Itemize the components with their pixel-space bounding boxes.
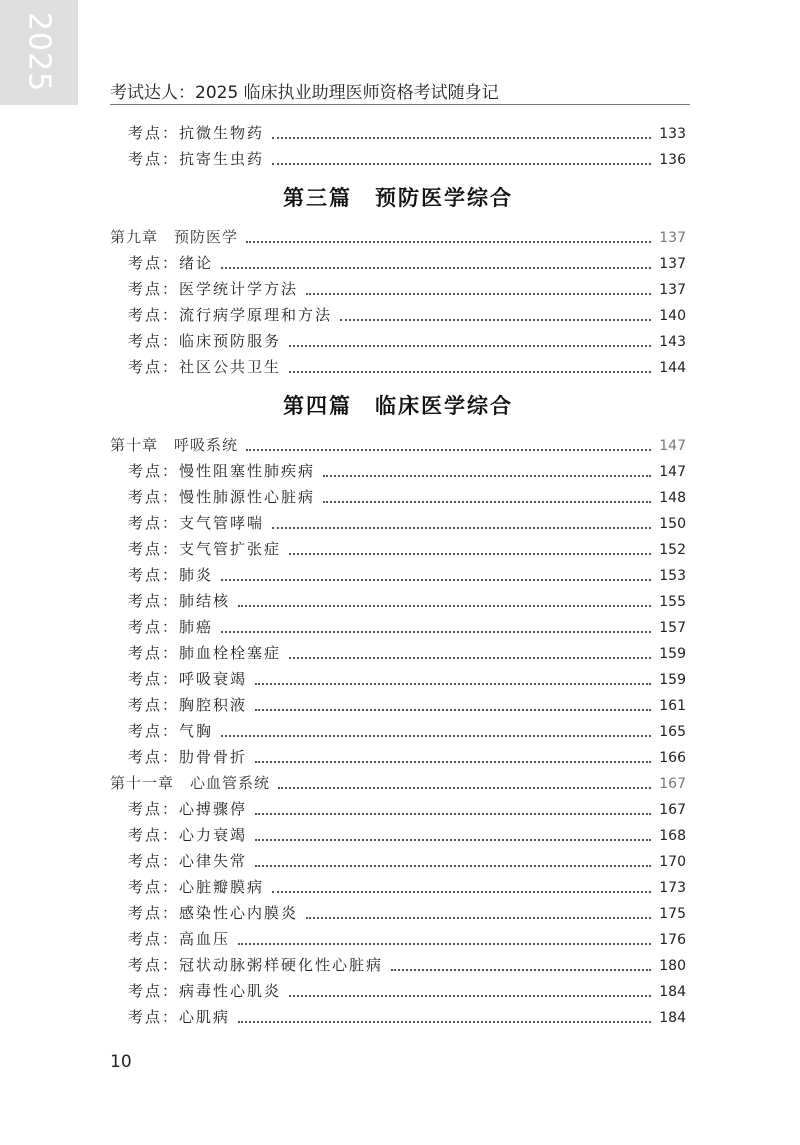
- entry-label: 考点：肺结核: [128, 592, 231, 610]
- dot-leader: [289, 994, 651, 997]
- entry-label: 考点：抗寄生虫药: [128, 150, 265, 168]
- dot-leader: [221, 630, 651, 633]
- toc-topic-entry[interactable]: [110, 354, 686, 380]
- entry-page-number: 165: [659, 724, 686, 740]
- toc-topic-entry[interactable]: [110, 952, 686, 978]
- entry-page-number: 159: [659, 672, 686, 688]
- entry-label: 考点：心搏骤停: [128, 800, 248, 818]
- dot-leader: [255, 760, 651, 763]
- toc-topic-entry[interactable]: [110, 458, 686, 484]
- dot-leader: [255, 838, 651, 841]
- entry-page-number: 155: [659, 594, 686, 610]
- toc-topic-entry[interactable]: [110, 562, 686, 588]
- entry-label: 第十一章 心血管系统: [110, 774, 271, 792]
- entry-page-number: 176: [659, 932, 686, 948]
- entry-label: 第十章 呼吸系统: [110, 436, 239, 454]
- entry-label: 考点：冠状动脉粥样硬化性心脏病: [128, 956, 384, 974]
- toc-topic-entry[interactable]: [110, 744, 686, 770]
- dot-leader: [221, 578, 651, 581]
- entry-label: 考点：高血压: [128, 930, 231, 948]
- toc-topic-entry[interactable]: [110, 978, 686, 1004]
- entry-page-number: 161: [659, 698, 686, 714]
- toc-chapter-entry[interactable]: [110, 224, 686, 250]
- entry-label: 考点：医学统计学方法: [128, 280, 299, 298]
- entry-page-number: 184: [659, 984, 686, 1000]
- dot-leader: [272, 890, 651, 893]
- dot-leader: [306, 916, 651, 919]
- entry-label: 考点：社区公共卫生: [128, 358, 282, 376]
- entry-label: 考点：心脏瓣膜病: [128, 878, 265, 896]
- entry-label: 考点：呼吸衰竭: [128, 670, 248, 688]
- entry-label: 考点：心肌病: [128, 1008, 231, 1026]
- toc-chapter-entry[interactable]: [110, 770, 686, 796]
- toc-topic-entry[interactable]: [110, 640, 686, 666]
- entry-page-number: 137: [659, 230, 686, 246]
- entry-page-number: 170: [659, 854, 686, 870]
- toc-topic-entry[interactable]: [110, 276, 686, 302]
- entry-page-number: 137: [659, 256, 686, 272]
- entry-page-number: 150: [659, 516, 686, 532]
- entry-label: 考点：胸腔积液: [128, 696, 248, 714]
- toc-topic-entry[interactable]: [110, 666, 686, 692]
- toc-topic-entry[interactable]: [110, 146, 686, 172]
- table-of-contents: [110, 120, 686, 1030]
- dot-leader: [255, 864, 651, 867]
- year-tab: [0, 0, 78, 105]
- part-heading: 第三篇 预防医学综合: [283, 185, 513, 210]
- dot-leader: [238, 1020, 651, 1023]
- year-tab-label: 2025: [21, 11, 57, 93]
- entry-label: 考点：肺癌: [128, 618, 214, 636]
- entry-label: 考点：支气管哮喘: [128, 514, 265, 532]
- toc-topic-entry[interactable]: [110, 302, 686, 328]
- entry-page-number: 167: [659, 776, 686, 792]
- entry-page-number: 140: [659, 308, 686, 324]
- toc-topic-entry[interactable]: [110, 120, 686, 146]
- dot-leader: [238, 942, 651, 945]
- dot-leader: [255, 812, 651, 815]
- entry-label: 考点：临床预防服务: [128, 332, 282, 350]
- toc-topic-entry[interactable]: [110, 536, 686, 562]
- entry-label: 考点：慢性阻塞性肺疾病: [128, 462, 316, 480]
- entry-label: 考点：心律失常: [128, 852, 248, 870]
- toc-topic-entry[interactable]: [110, 588, 686, 614]
- dot-leader: [306, 292, 651, 295]
- dot-leader: [272, 526, 651, 529]
- dot-leader: [391, 968, 651, 971]
- dot-leader: [289, 552, 651, 555]
- dot-leader: [246, 448, 651, 451]
- entry-page-number: 136: [659, 152, 686, 168]
- toc-chapter-entry[interactable]: [110, 432, 686, 458]
- entry-label: 考点：感染性心内膜炎: [128, 904, 299, 922]
- entry-page-number: 147: [659, 464, 686, 480]
- entry-page-number: 143: [659, 334, 686, 350]
- toc-topic-entry[interactable]: [110, 484, 686, 510]
- toc-topic-entry[interactable]: [110, 874, 686, 900]
- entry-label: 考点：流行病学原理和方法: [128, 306, 333, 324]
- entry-page-number: 147: [659, 438, 686, 454]
- dot-leader: [255, 708, 651, 711]
- entry-page-number: 184: [659, 1010, 686, 1026]
- entry-page-number: 148: [659, 490, 686, 506]
- entry-page-number: 175: [659, 906, 686, 922]
- dot-leader: [221, 734, 651, 737]
- entry-label: 第九章 预防医学: [110, 228, 239, 246]
- dot-leader: [278, 786, 651, 789]
- dot-leader: [289, 344, 651, 347]
- toc-topic-entry[interactable]: [110, 328, 686, 354]
- dot-leader: [289, 656, 651, 659]
- entry-page-number: 159: [659, 646, 686, 662]
- toc-topic-entry[interactable]: [110, 1004, 686, 1030]
- entry-page-number: 166: [659, 750, 686, 766]
- entry-page-number: 173: [659, 880, 686, 896]
- dot-leader: [238, 604, 651, 607]
- dot-leader: [246, 240, 651, 243]
- entry-page-number: 152: [659, 542, 686, 558]
- entry-label: 考点：慢性肺源性心脏病: [128, 488, 316, 506]
- toc-topic-entry[interactable]: [110, 614, 686, 640]
- dot-leader: [323, 500, 651, 503]
- dot-leader: [272, 162, 651, 165]
- page-number: 10: [110, 1052, 132, 1072]
- toc-topic-entry[interactable]: [110, 250, 686, 276]
- entry-label: 考点：绪论: [128, 254, 214, 272]
- toc-topic-entry[interactable]: [110, 692, 686, 718]
- toc-topic-entry[interactable]: [110, 796, 686, 822]
- entry-label: 考点：气胸: [128, 722, 214, 740]
- entry-label: 考点：肺血栓栓塞症: [128, 644, 282, 662]
- dot-leader: [289, 370, 651, 373]
- dot-leader: [340, 318, 651, 321]
- entry-page-number: 133: [659, 126, 686, 142]
- entry-label: 考点：肺炎: [128, 566, 214, 584]
- toc-topic-entry[interactable]: [110, 510, 686, 536]
- dot-leader: [272, 136, 651, 139]
- toc-topic-entry[interactable]: [110, 822, 686, 848]
- toc-topic-entry[interactable]: [110, 848, 686, 874]
- entry-label: 考点：支气管扩张症: [128, 540, 282, 558]
- entry-label: 考点：肋骨骨折: [128, 748, 248, 766]
- dot-leader: [221, 266, 651, 269]
- entry-page-number: 167: [659, 802, 686, 818]
- entry-label: 考点：抗微生物药: [128, 124, 265, 142]
- entry-label: 考点：病毒性心肌炎: [128, 982, 282, 1000]
- entry-page-number: 153: [659, 568, 686, 584]
- dot-leader: [323, 474, 651, 477]
- dot-leader: [255, 682, 651, 685]
- toc-topic-entry[interactable]: [110, 926, 686, 952]
- part-heading: 第四篇 临床医学综合: [283, 393, 513, 418]
- toc-topic-entry[interactable]: [110, 900, 686, 926]
- entry-page-number: 144: [659, 360, 686, 376]
- entry-page-number: 137: [659, 282, 686, 298]
- entry-page-number: 180: [659, 958, 686, 974]
- entry-page-number: 168: [659, 828, 686, 844]
- header-rule: [110, 104, 690, 105]
- entry-label: 考点：心力衰竭: [128, 826, 248, 844]
- entry-page-number: 157: [659, 620, 686, 636]
- running-header: 考试达人：2025 临床执业助理医师资格考试随身记: [110, 83, 499, 103]
- toc-topic-entry[interactable]: [110, 718, 686, 744]
